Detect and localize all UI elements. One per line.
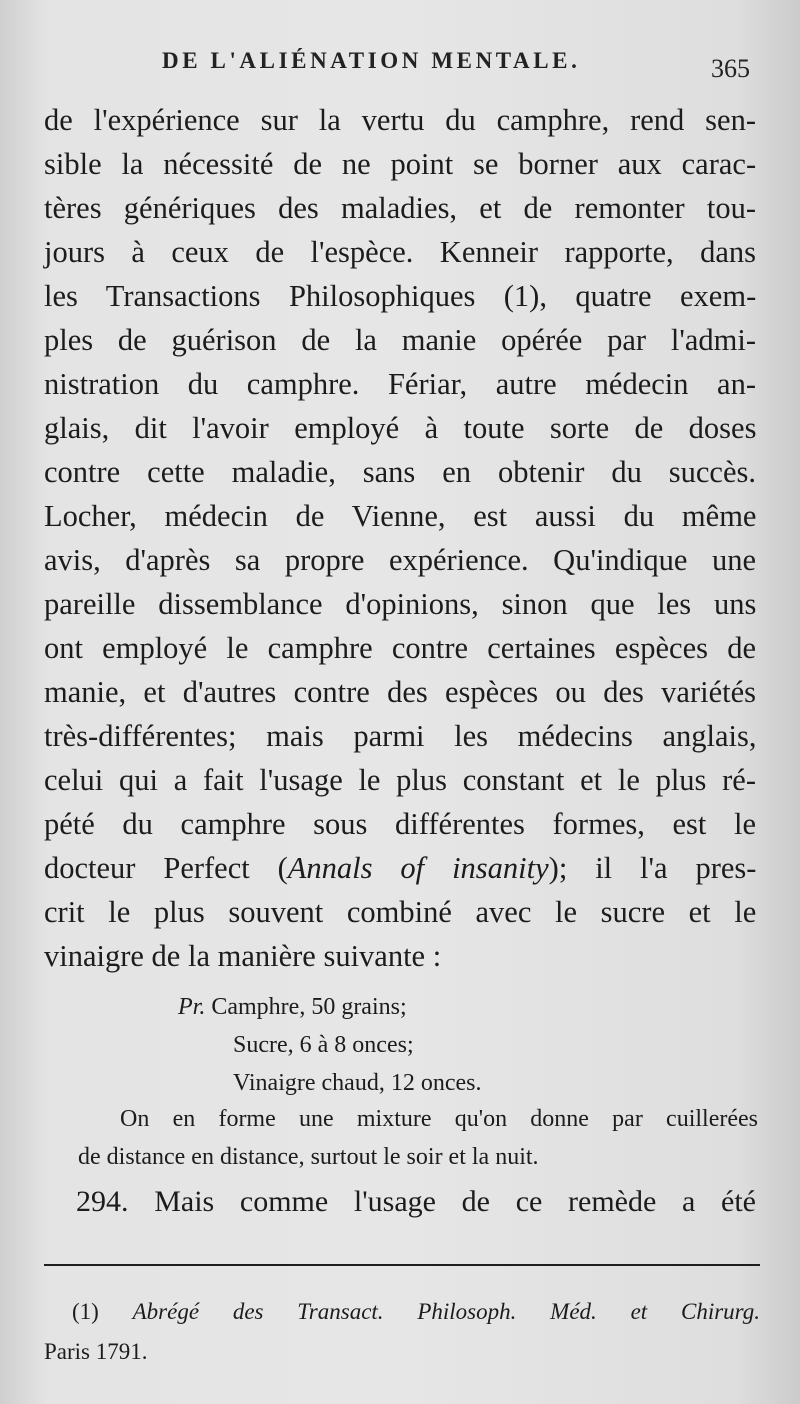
footnote-divider <box>44 1264 760 1266</box>
text-line: crit le plus souvent combiné avec le sucre et le <box>44 895 757 929</box>
text-line: nistration du camphre. Fériar, autre médecin an- <box>44 367 756 401</box>
paragraph-294: 294. Mais comme l'usage de ce remède a été <box>76 1185 756 1218</box>
text-segment: ); il l'a pres- <box>548 851 757 885</box>
text-line: Locher, médecin de Vienne, est aussi du même <box>44 499 757 533</box>
text-line: sible la nécessité de ne point se borner aux carac- <box>44 147 757 181</box>
text-line: pareille dissemblance d'opinions, sinon que les uns <box>44 587 757 621</box>
text-line: glais, dit l'avoir employé à toute sorte de doses <box>44 411 757 445</box>
recipe-line-3: Vinaigre chaud, 12 onces. <box>233 1070 482 1096</box>
footnote <box>44 1292 760 1372</box>
text-segment: docteur Perfect ( <box>44 851 288 885</box>
text-line: celui qui a fait l'usage le plus constant et le plus ré- <box>44 763 756 797</box>
footnote-marker: (1) <box>72 1299 99 1324</box>
main-text-block <box>44 98 756 978</box>
text-line: ples de guérison de la manie opérée par l'admi- <box>44 323 756 357</box>
text-line: jours à ceux de l'espèce. Kenneir rapporte, dans <box>44 235 756 269</box>
text-line-last: vinaigre de la manière suivante : <box>44 939 442 973</box>
footnote-place-year: Paris 1791. <box>44 1339 148 1364</box>
page-header <box>44 48 756 88</box>
text-line: les Transactions Philosophiques (1), quatre exem- <box>44 279 757 313</box>
italic-citation: Annals of insanity <box>287 851 549 885</box>
footnote-line-1 <box>44 1292 760 1332</box>
text-line: de l'expérience sur la vertu du camphre, rend sen- <box>44 103 756 137</box>
recipe-note-line: de distance en distance, surtout le soir et la nuit. <box>78 1144 539 1170</box>
recipe-line-1 <box>178 988 407 1026</box>
text-line: avis, d'après sa propre expérience. Qu'indique une <box>44 543 756 577</box>
text-line: manie, et d'autres contre des espèces ou des variétés <box>44 675 756 709</box>
recipe-item: Camphre, 50 grains; <box>211 994 407 1020</box>
running-title: DE L'ALIÉNATION MENTALE. <box>162 48 581 73</box>
page-number: 365 <box>711 54 750 83</box>
recipe-note <box>78 1100 758 1176</box>
text-line-with-citation <box>44 846 756 890</box>
text-line: pété du camphre sous différentes formes, est le <box>44 807 756 841</box>
recipe-prefix: Pr. <box>178 994 206 1020</box>
text-line: tères génériques des maladies, et de remonter tou- <box>44 191 756 225</box>
recipe-line-2: Sucre, 6 à 8 onces; <box>233 1032 414 1058</box>
text-line: ont employé le camphre contre certaines espèces de <box>44 631 756 665</box>
recipe-note-line: On en forme une mixture qu'on donne par cuillerées <box>120 1106 758 1132</box>
text-line: contre cette maladie, sans en obtenir du succès. <box>44 455 756 489</box>
text-line: très-différentes; mais parmi les médecins anglais, <box>44 719 757 753</box>
footnote-citation: Abrégé des Transact. Philosoph. Méd. et Chirurg. <box>132 1299 761 1324</box>
